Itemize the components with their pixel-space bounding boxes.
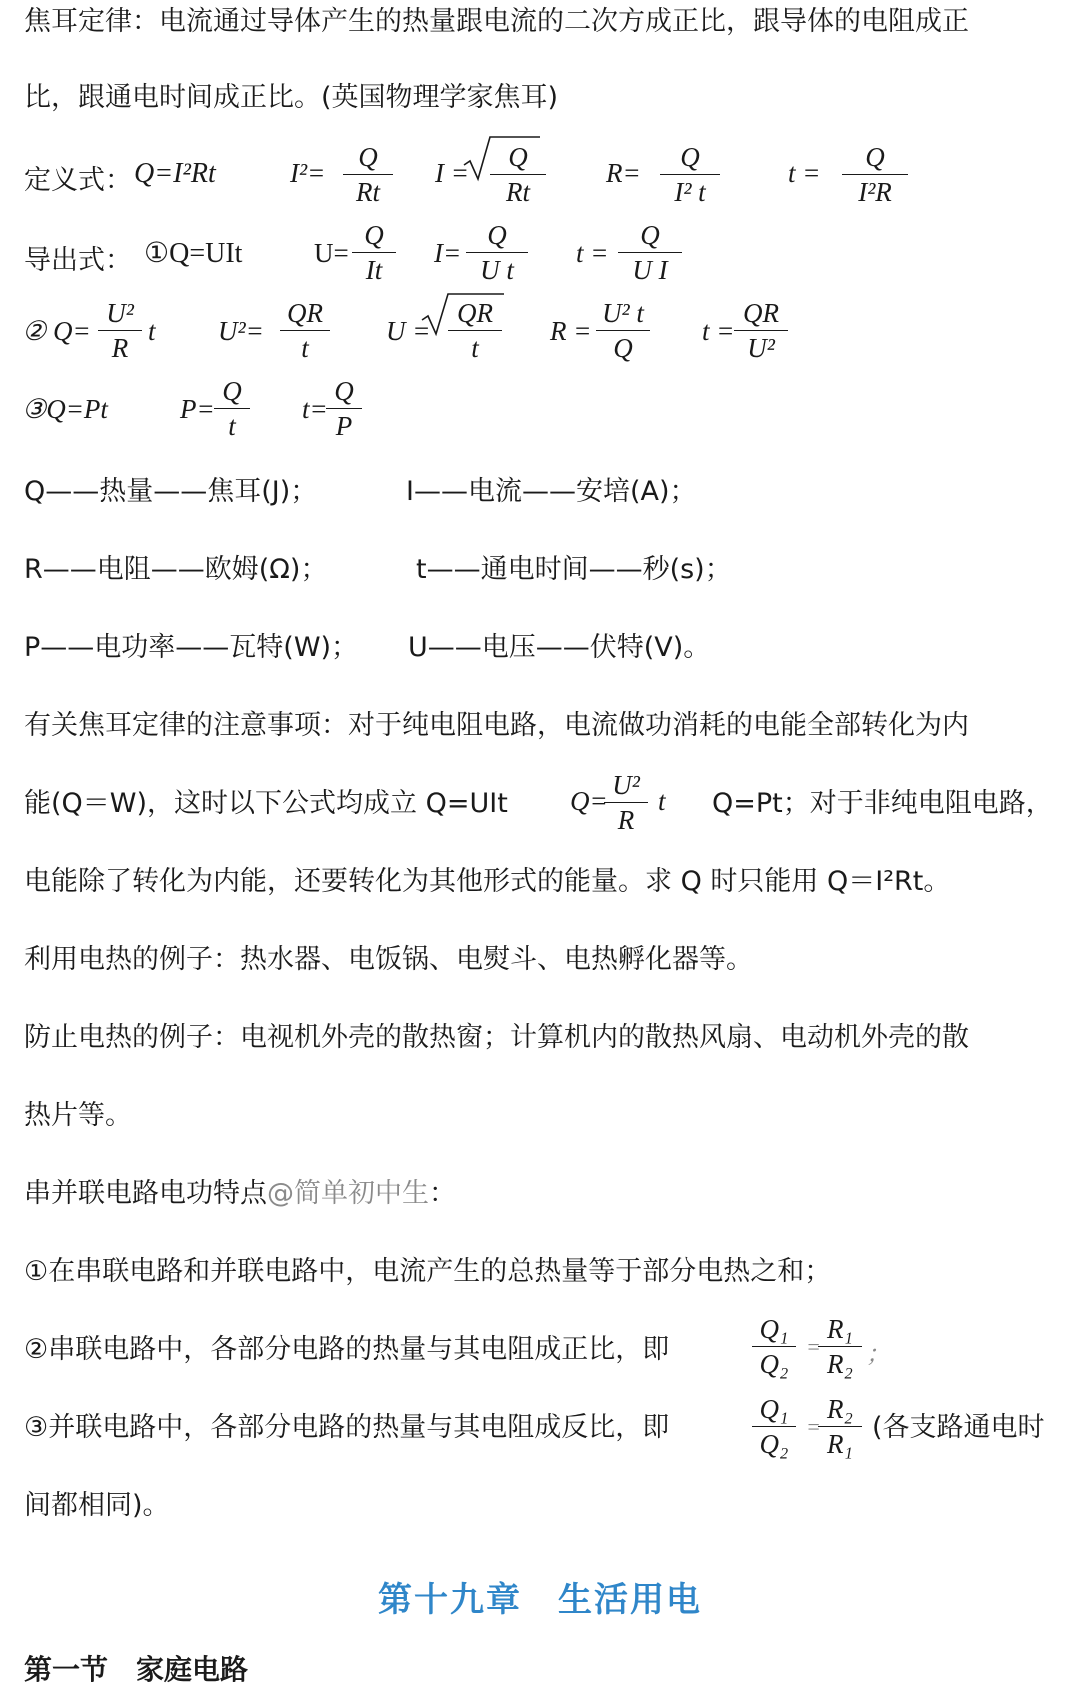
derived-row1-f2-den: U t	[480, 255, 514, 285]
derived-row1-main: ①Q=UIt	[144, 238, 243, 269]
item3-eq: =	[806, 1414, 821, 1439]
watermark: @简单初中生	[267, 1178, 429, 1209]
item2-f2-den: R₂	[827, 1349, 853, 1379]
derived-row2-f4-den: U²	[747, 333, 775, 363]
series-parallel-item-3-line-2: 间都相同)。	[24, 1490, 170, 1521]
notes-line-1: 有关焦耳定律的注意事项：对于纯电阻电路，电流做功消耗的电能全部转化为内	[24, 710, 969, 741]
derived-row2-f3-den: Q	[613, 333, 633, 363]
derived-row2-f1-lhs: U²=	[218, 316, 264, 346]
def-f2-num: Q	[490, 140, 546, 175]
item2-fraction-r	[818, 1312, 862, 1381]
definition-label: 定义式：	[24, 165, 132, 196]
derived-row1-f3-fraction	[618, 218, 682, 287]
derived-row3-f2-num: Q	[326, 374, 362, 409]
def-f3-den: I² t	[674, 177, 706, 207]
series-parallel-item-1: ①在串联电路和并联电路中，电流产生的总热量等于部分电热之和；	[24, 1256, 832, 1287]
series-parallel-colon: ：	[429, 1178, 456, 1209]
chapter-heading: 第十九章 生活用电	[378, 1580, 702, 1620]
derived-row1-f1-fraction	[352, 218, 396, 287]
law-line-1: 焦耳定律：电流通过导体产生的热量跟电流的二次方成正比，跟导体的电阻成正	[24, 6, 969, 37]
derived-row2-main-fraction	[98, 296, 142, 365]
notes-f-den: R	[617, 805, 635, 835]
notes-fraction	[604, 768, 648, 837]
series-parallel-item-2: ②串联电路中，各部分电路的热量与其电阻成正比，即	[24, 1334, 670, 1365]
examples-use: 利用电热的例子：热水器、电饭锅、电熨斗、电热孵化器等。	[24, 944, 753, 975]
notes-f-lhs: Q=	[570, 786, 608, 816]
derived-row2-f2-num: QR	[448, 296, 502, 331]
derived-row2-f2-fraction	[448, 296, 502, 365]
derived-row2-main-t: t	[148, 316, 156, 346]
item3-f2-den: R₁	[827, 1429, 853, 1459]
derived-row1-f1-lhs: U=	[314, 238, 349, 268]
derived-row2-f3-num: U² t	[596, 296, 650, 331]
derived-row2-f1-fraction	[280, 296, 330, 365]
derived-row2-f3-lhs: R =	[550, 316, 592, 346]
item2-f1-den: Q₂	[759, 1349, 789, 1379]
def-f4-den: I²R	[858, 177, 892, 207]
derived-row2-main-num: U²	[98, 296, 142, 331]
unit-heat: Q——热量——焦耳(J)；	[24, 476, 318, 507]
derived-row2-f4-lhs: t =	[702, 316, 735, 346]
derived-row2-f2-lhs: U =	[386, 316, 431, 346]
derived-row2-main-den: R	[111, 333, 129, 363]
derived-row2-f4-fraction	[734, 296, 788, 365]
def-f2-den: Rt	[506, 177, 530, 207]
def-f3-fraction	[660, 140, 720, 209]
series-parallel-item-3: ③并联电路中，各部分电路的热量与其电阻成反比，即	[24, 1412, 670, 1443]
item3-end: (各支路通电时	[872, 1412, 1045, 1443]
def-f2-lhs: I =	[435, 158, 469, 188]
unit-voltage: U——电压——伏特(V)。	[408, 632, 711, 663]
item2-f2-num: R₁	[818, 1312, 862, 1347]
derived-row1-f2-num: Q	[466, 218, 528, 253]
law-line-2: 比，跟通电时间成正比。(英国物理学家焦耳)	[24, 82, 559, 113]
item2-fraction-q	[752, 1312, 796, 1381]
item3-f1-num: Q₁	[752, 1392, 796, 1427]
unit-resistance: R——电阻——欧姆(Ω)；	[24, 554, 328, 585]
series-parallel-title	[24, 1176, 456, 1212]
derived-row2-f2-den: t	[471, 333, 479, 363]
def-f3-lhs: R=	[606, 158, 641, 188]
def-f2-fraction	[490, 140, 546, 209]
def-f1-lhs: I²=	[290, 158, 326, 188]
def-f3-num: Q	[660, 140, 720, 175]
item3-fraction-q	[752, 1392, 796, 1461]
item3-f2-num: R₂	[818, 1392, 862, 1427]
item2-f1-num: Q₁	[752, 1312, 796, 1347]
def-f4-lhs: t =	[788, 158, 821, 188]
derived-row1-f1-num: Q	[352, 218, 396, 253]
derived-row1-f3-num: Q	[618, 218, 682, 253]
notes-line-2b: Q=Pt；对于非纯电阻电路，	[712, 788, 1053, 819]
derived-row2-main: ② Q=	[22, 316, 91, 346]
item3-fraction-r	[818, 1392, 862, 1461]
derived-row1-f3-den: U I	[632, 255, 668, 285]
def-f4-num: Q	[842, 140, 908, 175]
examples-prevent-2: 热片等。	[24, 1100, 132, 1131]
def-f4-fraction	[842, 140, 908, 209]
derived-row3-f2-den: P	[335, 411, 353, 441]
derived-row3-f1-den: t	[228, 411, 236, 441]
item2-end: ；	[866, 1342, 890, 1368]
derived-row3-f2-fraction	[326, 374, 362, 443]
derived-row1-f1-den: It	[365, 255, 383, 285]
derived-row2-f1-num: QR	[280, 296, 330, 331]
derived-row3-f1-lhs: P=	[180, 394, 215, 424]
derived-row1-f3-lhs: t =	[576, 238, 609, 268]
derived-row3-f2-lhs: t=	[302, 394, 328, 424]
series-parallel-title-text: 串并联电路电功特点	[24, 1178, 267, 1209]
item2-eq: =	[806, 1334, 821, 1359]
derived-row2-f3-fraction	[596, 296, 650, 365]
derived-row3-main: ③Q=Pt	[22, 394, 108, 424]
notes-line-2a: 能(Q＝W)，这时以下公式均成立 Q=UIt	[24, 788, 508, 819]
derived-row3-f1-num: Q	[214, 374, 250, 409]
derived-row1-f2-lhs: I=	[434, 238, 462, 268]
derived-row2-f1-den: t	[301, 333, 309, 363]
derived-row2-f4-num: QR	[734, 296, 788, 331]
def-f1-den: Rt	[356, 177, 380, 207]
unit-power: P——电功率——瓦特(W)；	[24, 632, 359, 663]
derived-row1-f2-fraction	[466, 218, 528, 287]
notes-f-t: t	[658, 786, 666, 816]
examples-prevent-1: 防止电热的例子：电视机外壳的散热窗；计算机内的散热风扇、电动机外壳的散	[24, 1022, 969, 1053]
def-f1-num: Q	[343, 140, 393, 175]
item3-f1-den: Q₂	[759, 1429, 789, 1459]
unit-current: I——电流——安培(A)；	[406, 476, 697, 507]
unit-time: t——通电时间——秒(s)；	[416, 554, 732, 585]
notes-line-3: 电能除了转化为内能，还要转化为其他形式的能量。求 Q 时只能用 Q＝I²Rt。	[24, 866, 951, 897]
def-f1-fraction	[343, 140, 393, 209]
definition-formula: Q=I²Rt	[134, 158, 216, 189]
derived-row3-f1-fraction	[214, 374, 250, 443]
section-heading: 第一节 家庭电路	[24, 1653, 249, 1686]
notes-f-num: U²	[604, 768, 648, 803]
derived-label: 导出式：	[24, 245, 132, 276]
